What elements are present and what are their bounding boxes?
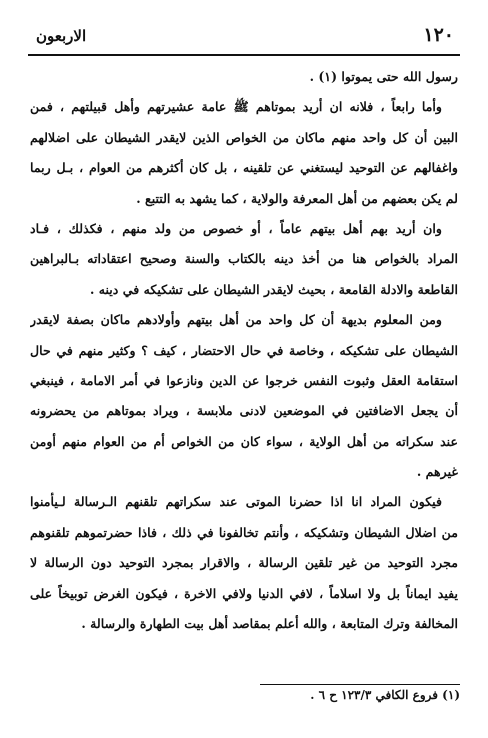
body-line: غيرهم . <box>416 464 458 480</box>
body-line: وان أريد بهم أهل بيتهم عاماً ، أو خصوص من ولد منهم ، فكذلك ، فـاد <box>30 220 442 236</box>
body-line: فيكون المراد انا اذا حضرنا الموتى عند سكراتهم تلقنهم الـرسالة لـيأمنوا <box>30 494 442 510</box>
body-text <box>30 62 458 639</box>
body-line: لم يكن بعضهم من أهل المعرفة والولاية ، كما يشهد به التتبع . <box>136 190 458 206</box>
footnote: (١) فروع الكافي ١٢٣/٣ ح ٦ . <box>310 688 460 702</box>
body-line: وأما رابعاً ، فلانه ان أريد بموتاهم ﷺ عامة عشيرتهم وأهل قبيلتهم ، فمن <box>30 99 442 115</box>
running-title: الاربعون <box>36 27 87 45</box>
body-line: الشيطان على تشكيكه ، وخاصة في حال الاحتضار ، كيف ؟ وكثير منهم في حال <box>30 342 458 358</box>
body-line: البين أن كل واحد منهم ماكان من الخواص الذين لايقدر الشيطان على اضلالهم <box>30 129 458 145</box>
body-line: استقامة العقل وثبوت النفس خرجوا عن الدين ونازعوا في أمر الامامة ، فينبغي <box>30 372 458 388</box>
body-line: رسول الله حتى يموتوا (١) . <box>309 69 458 84</box>
body-line: القاطعة والادلة القامعة ، بحيث لايقدر الشيطان على تشكيكه في دينه . <box>89 281 458 297</box>
body-line: واغفالهم عن التوحيد ليستغني عن تلقينه ، بل كان أكثرهم من العوام ، بـل ربما <box>30 160 458 176</box>
page-number: ١٢٠ <box>423 24 454 46</box>
body-line: يفيد ايماناً بل ولا اسلاماً ، لافي الدنيا ولافي الاخرة ، فيكون الغرض توبيخاً على <box>30 585 458 601</box>
body-line: من اضلال الشيطان وتشكيكه ، وأنتم تخالفونا في ذلك ، فاذا حضرتموهم تلقنوهم <box>30 524 458 540</box>
body-line: ومن المعلوم بديهة أن كل واحد من أهل بيتهم وأولادهم ماكان بصفة لايقدر <box>30 312 442 328</box>
page-header <box>28 24 460 56</box>
body-line: المخالفة وترك المتابعة ، والله أعلم بمقاصد أهل بيت الطهارة والرسالة . <box>81 616 458 632</box>
footnote-divider <box>260 684 460 685</box>
body-line: عند سكراته من أهل الولاية ، سواء كان من الخواص أم من العوام منهم أومن <box>30 433 458 449</box>
body-line: مجرد التوحيد من غير تلقين الرسالة ، والاقرار بمجرد التوحيد دون الرسالة لا <box>30 555 458 571</box>
body-line: أن يجعل الاضافتين في الموضعين لادنى ملابسة ، ويراد بموتاهم من يحضرونه <box>30 403 458 419</box>
body-line: المراد بالخواص هنا من أخذ دينه بالكتاب والسنة وصحيح اعتقاداته بـالبراهين <box>30 251 458 267</box>
